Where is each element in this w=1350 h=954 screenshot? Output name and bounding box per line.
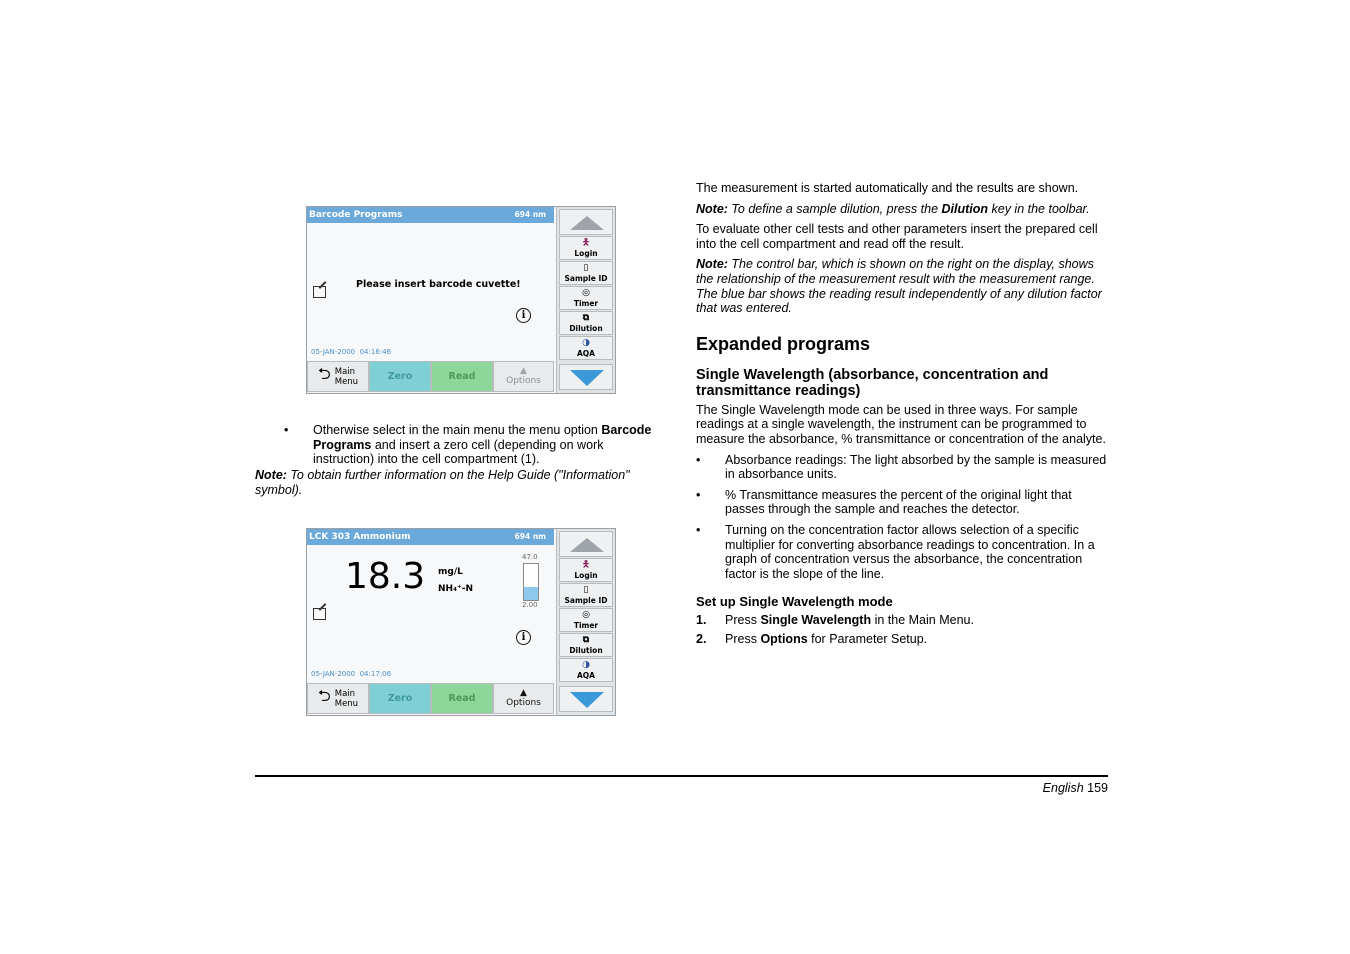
timer-button[interactable] bbox=[559, 286, 613, 310]
bullet-text-pre: Otherwise select in the main menu the menu option bbox=[313, 423, 602, 437]
range-bar-fill bbox=[524, 587, 538, 600]
scroll-down-button[interactable] bbox=[559, 364, 613, 390]
timer-icon: ◎ bbox=[582, 610, 590, 620]
timer-icon: ◎ bbox=[582, 288, 590, 298]
note-label: Note: bbox=[255, 468, 287, 482]
bottom-toolbar bbox=[307, 361, 554, 393]
note-text-bold: Dilution bbox=[941, 201, 989, 216]
aqa-label: AQA bbox=[577, 349, 595, 358]
screen-main-area bbox=[307, 545, 554, 683]
main-menu-button[interactable] bbox=[307, 361, 369, 392]
options-button[interactable] bbox=[493, 683, 554, 714]
login-button[interactable] bbox=[559, 558, 613, 582]
vial-icon: ▯ bbox=[583, 263, 589, 273]
wavelength-label: 694 nm bbox=[514, 532, 546, 541]
note-help-guide bbox=[255, 468, 655, 497]
result-species: NH₄⁺-N bbox=[438, 584, 474, 594]
right-toolbar bbox=[556, 529, 615, 715]
page-number: 159 bbox=[1087, 781, 1108, 795]
note-control-bar bbox=[696, 257, 1108, 315]
note-text: To obtain further information on the Help Guide ("Information" symbol). bbox=[255, 468, 630, 497]
read-button[interactable]: Read bbox=[431, 361, 493, 392]
options-up-icon: ▲ bbox=[520, 688, 527, 698]
bullet-barcode-programs bbox=[284, 423, 664, 467]
right-column bbox=[696, 181, 1108, 646]
paragraph-measurement: The measurement is started automatically and the results are shown. bbox=[696, 181, 1079, 195]
step-number: 2. bbox=[696, 631, 707, 646]
range-min: 2.00 bbox=[522, 601, 538, 609]
screen-main-area bbox=[307, 223, 554, 361]
up-arrow-icon bbox=[570, 538, 604, 552]
list-item bbox=[696, 523, 1108, 581]
aqa-label: AQA bbox=[577, 671, 595, 680]
screen-title: LCK 303 Ammonium bbox=[309, 532, 411, 542]
bullet-text: Turning on the concentration factor allows selection of a specific multiplier for converting absorbance readings to concentration. In a graph of concentration versus the absorbance, the concentration factor is the slope of the line. bbox=[725, 522, 1095, 581]
options-up-icon: ▲ bbox=[520, 366, 527, 376]
aqa-icon: ◑ bbox=[582, 338, 590, 348]
steps-list bbox=[696, 613, 1108, 646]
date-time bbox=[311, 348, 391, 356]
dilution-icon: ⧉ bbox=[582, 313, 590, 323]
bullet-dot: • bbox=[696, 452, 701, 467]
result-unit: mg/L bbox=[438, 567, 463, 577]
insert-cuvette-message: Please insert barcode cuvette! bbox=[356, 279, 521, 290]
device-screen-barcode bbox=[306, 206, 616, 394]
heading-setup-mode: Set up Single Wavelength mode bbox=[696, 594, 893, 610]
info-icon[interactable]: i bbox=[516, 630, 531, 645]
range-max: 47.0 bbox=[522, 553, 538, 561]
step-text bbox=[725, 613, 1108, 628]
note-text: The control bar, which is shown on the right on the display, shows the relationship of the measurement result with the measurement range. The blue bar shows the reading result independently of any dilution factor that was entered. bbox=[696, 257, 1102, 316]
main-menu-label-2: Menu bbox=[334, 376, 359, 387]
dilution-button[interactable] bbox=[559, 311, 613, 335]
paragraph-single-wavelength: The Single Wavelength mode can be used in three ways. For sample readings at a single wavelength, the instrument can be programmed to measure the absorbance, % transmittance or concentration of the analyte. bbox=[696, 402, 1106, 446]
main-menu-label-1: Main bbox=[334, 688, 356, 699]
footer-language: English bbox=[1042, 781, 1084, 795]
login-button[interactable] bbox=[559, 236, 613, 260]
list-item bbox=[696, 453, 1108, 482]
note-text-pre: To define a sample dilution, press the bbox=[727, 201, 942, 216]
sample-id-label: Sample ID bbox=[564, 596, 608, 605]
dilution-button[interactable] bbox=[559, 633, 613, 657]
info-icon[interactable]: i bbox=[516, 308, 531, 323]
step-text-pre: Press bbox=[725, 613, 761, 628]
down-arrow-icon bbox=[570, 370, 604, 386]
main-menu-button[interactable] bbox=[307, 683, 369, 714]
main-menu-label-2: Menu bbox=[334, 698, 359, 709]
sample-id-button[interactable] bbox=[559, 583, 613, 607]
step-item bbox=[696, 632, 1108, 647]
timer-label: Timer bbox=[573, 299, 599, 308]
footer bbox=[1043, 781, 1108, 796]
dilution-label: Dilution bbox=[569, 646, 603, 655]
step-text bbox=[725, 632, 1108, 647]
back-arrow-icon: ⮌ bbox=[317, 364, 331, 383]
screen-title: Barcode Programs bbox=[309, 210, 403, 220]
step-number: 1. bbox=[696, 613, 707, 628]
heading-expanded-programs: Expanded programs bbox=[696, 333, 871, 354]
step-text-pre: Press bbox=[725, 631, 761, 646]
sample-id-label: Sample ID bbox=[564, 274, 608, 283]
note-dilution bbox=[696, 202, 1108, 217]
dilution-icon: ⧉ bbox=[582, 635, 590, 645]
date: 05-JAN-2000 bbox=[311, 348, 356, 356]
range-bar bbox=[523, 563, 539, 601]
bullet-list bbox=[696, 453, 1108, 582]
bullet-text-post: and insert a zero cell (depending on work instruction) into the cell compartment (1). bbox=[313, 437, 604, 467]
person-icon: 🯅 bbox=[582, 560, 590, 570]
right-toolbar bbox=[556, 207, 615, 393]
bullet-dot: • bbox=[284, 423, 289, 437]
heading-single-wavelength: Single Wavelength (absorbance, concentration and transmittance readings) bbox=[696, 366, 1049, 399]
screen-title-bar bbox=[307, 207, 554, 223]
step-text-bold: Options bbox=[760, 631, 808, 646]
step-item bbox=[696, 613, 1108, 628]
vial-icon: ▯ bbox=[583, 585, 589, 595]
screen-title-bar bbox=[307, 529, 554, 545]
result-value: 18.3 bbox=[345, 556, 426, 597]
edit-icon[interactable] bbox=[313, 608, 326, 620]
scroll-up-button[interactable] bbox=[559, 209, 613, 235]
bottom-toolbar bbox=[307, 683, 554, 715]
back-arrow-icon: ⮌ bbox=[317, 686, 331, 705]
wavelength-label: 694 nm bbox=[514, 210, 546, 219]
edit-icon[interactable] bbox=[313, 286, 326, 298]
date: 05-JAN-2000 bbox=[311, 670, 356, 678]
aqa-button[interactable] bbox=[559, 658, 613, 682]
scroll-up-button[interactable] bbox=[559, 531, 613, 557]
note-label: Note: bbox=[696, 201, 728, 216]
zero-button[interactable]: Zero bbox=[369, 361, 431, 392]
time: 04:16:46 bbox=[359, 348, 392, 356]
timer-label: Timer bbox=[573, 621, 599, 630]
options-button[interactable] bbox=[493, 361, 554, 392]
note-label: Note: bbox=[696, 257, 728, 272]
date-time bbox=[311, 670, 391, 678]
person-icon: 🯅 bbox=[582, 238, 590, 248]
dilution-label: Dilution bbox=[569, 324, 603, 333]
time: 04:17:06 bbox=[359, 670, 392, 678]
step-text-post: in the Main Menu. bbox=[871, 613, 974, 628]
list-item bbox=[696, 488, 1108, 517]
down-arrow-icon bbox=[570, 692, 604, 708]
read-button[interactable]: Read bbox=[431, 683, 493, 714]
options-label: Options bbox=[506, 698, 541, 708]
device-screen-result bbox=[306, 528, 616, 716]
timer-button[interactable] bbox=[559, 608, 613, 632]
step-text-post: for Parameter Setup. bbox=[807, 631, 928, 646]
footer-rule bbox=[255, 775, 1108, 777]
bullet-text-bold: Barcode Programs bbox=[313, 423, 652, 452]
zero-button[interactable]: Zero bbox=[369, 683, 431, 714]
up-arrow-icon bbox=[570, 216, 604, 230]
note-text-post: key in the toolbar. bbox=[988, 201, 1090, 216]
bullet-dot: • bbox=[696, 487, 701, 502]
main-menu-label-1: Main bbox=[334, 366, 356, 377]
aqa-icon: ◑ bbox=[582, 660, 590, 670]
bullet-dot: • bbox=[696, 522, 701, 537]
bullet-text: Absorbance readings: The light absorbed by the sample is measured in absorbance units. bbox=[725, 452, 1107, 482]
paragraph-evaluate: To evaluate other cell tests and other parameters insert the prepared cell into the cell compartment and read off the result. bbox=[696, 222, 1098, 251]
bullet-text: % Transmittance measures the percent of the original light that passes through the sample and reaches the detector. bbox=[725, 487, 1072, 517]
scroll-down-button[interactable] bbox=[559, 686, 613, 712]
step-text-bold: Single Wavelength bbox=[760, 613, 872, 628]
login-label: Login bbox=[574, 571, 598, 580]
options-label: Options bbox=[506, 376, 541, 386]
sample-id-button[interactable] bbox=[559, 261, 613, 285]
login-label: Login bbox=[574, 249, 598, 258]
aqa-button[interactable] bbox=[559, 336, 613, 360]
